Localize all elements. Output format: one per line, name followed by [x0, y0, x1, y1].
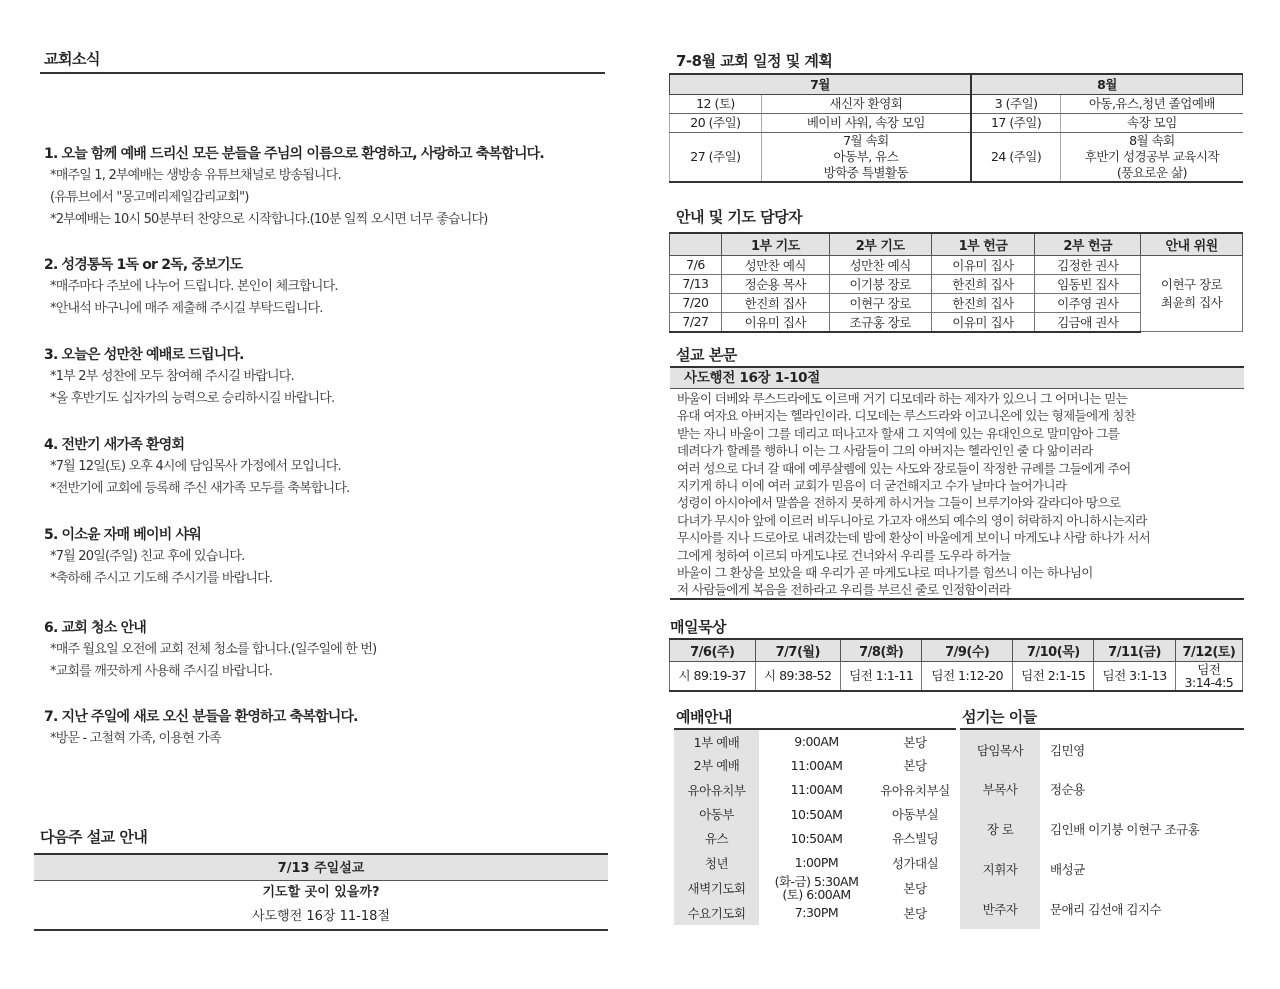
roster-row	[670, 255, 1243, 274]
roster-cell: 7/20	[670, 293, 722, 312]
sermon-line: 유대 여자요 아버지는 헬라인이라. 디모데는 루스드라와 이고니온에 있는 형제들에게 칭찬	[677, 408, 1136, 424]
servant-row	[960, 809, 1244, 849]
divider	[40, 72, 605, 74]
schedule-row	[670, 132, 1243, 182]
servant-cell: 반주자	[960, 889, 1040, 929]
roster-cell: 한진희 집사	[721, 293, 829, 312]
daily-title: 매일묵상	[670, 618, 726, 636]
schedule-july-date: 27 (주일)	[670, 132, 762, 182]
news-item-line: *7월 20일(주일) 친교 후에 있습니다.	[50, 549, 245, 564]
roster-cell: 김금애 권사	[1035, 312, 1141, 332]
roster-cell: 7/27	[670, 312, 722, 332]
news-item-title: 7. 지난 주일에 새로 오신 분들을 환영하고 축복합니다.	[44, 709, 358, 725]
schedule-aug-event: 아동,유스,청년 졸업예배	[1061, 94, 1243, 113]
servant-cell: 담임목사	[960, 729, 1040, 769]
schedule-aug-date: 24 (주일)	[971, 132, 1061, 182]
news-item-line: *1부 2부 성찬에 모두 참여해 주시길 바랍니다.	[50, 369, 294, 384]
church-news-title: 교회소식	[44, 50, 100, 68]
news-item-line: *방문 - 고철혁 가족, 이용현 가족	[50, 731, 221, 746]
roster-cell: 조규홍 장로	[829, 312, 931, 332]
roster-cell: 성만찬 예식	[829, 255, 931, 274]
sermon-line: 무시아를 지나 드로아로 내려갔는데 밤에 환상이 바울에게 보이니 마게도냐 사람 하나가 서서	[677, 530, 1151, 546]
worship-cell: 아동부실	[891, 807, 939, 823]
daily-reading: 시 89:19-37	[670, 661, 756, 691]
servant-cell: 장 로	[960, 809, 1040, 849]
worship-cell: 11:00AM	[790, 757, 843, 773]
next-sermon-passage: 사도행전 16장 11-18절	[252, 909, 390, 924]
news-item	[44, 524, 604, 590]
worship-cell: 7:30PM	[794, 905, 839, 921]
news-item-line: *매주일 1, 2부예배는 생방송 유튜브채널로 방송됩니다.	[50, 168, 341, 183]
sermon-text	[670, 389, 1244, 600]
news-item-line: *2부예배는 10시 50분부터 찬양으로 시작합니다.(10분 일찍 오시면 너무 좋습니다)	[50, 212, 488, 227]
news-item-title: 5. 이소윤 자매 베이비 샤워	[44, 527, 201, 543]
worship-cell: 유스빌딩	[891, 831, 939, 847]
worship-row	[674, 826, 956, 850]
news-item	[44, 617, 604, 683]
sermon-line: 저 사람들에게 복음을 전하라고 우리를 부르신 줄로 인정함이러라	[677, 582, 1011, 598]
roster-cell: 7/13	[670, 274, 722, 293]
servants-table	[960, 728, 1244, 929]
sermon-line: 바울이 그 환상을 보았을 때 우리가 곧 마게도냐로 떠나기를 힘쓰니 이는 하나님이	[677, 565, 1093, 581]
next-sermon-header: 7/13 주일설교	[34, 853, 608, 881]
daily-day: 7/10(목)	[1013, 639, 1094, 661]
news-item-title: 2. 성경통독 1독 or 2독, 중보기도	[44, 257, 243, 273]
news-item	[44, 434, 604, 500]
schedule-aug-event: 8월 속회 후반기 성경공부 교육시작 (풍요로운 삶)	[1061, 132, 1243, 182]
next-sermon-box	[34, 853, 608, 931]
daily-day: 7/11(금)	[1094, 639, 1175, 661]
roster-cell: 한진희 집사	[931, 293, 1035, 312]
roster-cell: 이유미 집사	[931, 255, 1035, 274]
daily-day: 7/9(수)	[922, 639, 1013, 661]
roster-cell: 이주영 권사	[1035, 293, 1141, 312]
worship-row	[674, 850, 956, 874]
servant-cell: 김민영	[1050, 742, 1085, 758]
servant-row	[960, 769, 1244, 809]
roster-header: 1부 헌금	[931, 233, 1035, 255]
schedule-july-date: 12 (토)	[670, 94, 762, 113]
schedule-july-event: 새신자 환영회	[761, 94, 971, 113]
sermon-line: 지키게 하니 이에 여러 교회가 믿음이 더 굳건해지고 수가 날마다 늘어가니라	[677, 478, 1067, 494]
news-item	[44, 344, 604, 410]
news-item-title: 3. 오늘은 성만찬 예배로 드립니다.	[44, 347, 244, 363]
daily-reading: 딤전 1:1-11	[841, 661, 922, 691]
worship-row	[674, 753, 956, 777]
worship-cell: 성가대실	[891, 855, 939, 871]
news-item-title: 4. 전반기 새가족 환영회	[44, 437, 185, 453]
worship-cell: 아동부	[674, 802, 759, 826]
news-item-line: *전반기에 교회에 등록해 주신 새가족 모두를 축복합니다.	[50, 481, 350, 496]
worship-row	[674, 802, 956, 826]
daily-day: 7/8(화)	[841, 639, 922, 661]
daily-day: 7/7(월)	[755, 639, 841, 661]
news-item-title: 6. 교회 청소 안내	[44, 620, 147, 636]
roster-ushers: 이현구 장로 최윤희 집사	[1141, 255, 1243, 332]
schedule-july-header: 7월	[670, 74, 971, 94]
worship-cell: 1:00PM	[794, 855, 839, 871]
servant-cell: 부목사	[960, 769, 1040, 809]
worship-cell: 수요기도회	[674, 901, 759, 925]
servant-cell: 김인배 이기붕 이현구 조규홍	[1050, 822, 1200, 837]
daily-table	[669, 638, 1243, 692]
news-item-line: *안내석 바구니에 매주 제출해 주시길 부탁드립니다.	[50, 301, 323, 316]
schedule-july-date: 20 (주일)	[670, 113, 762, 132]
roster-cell: 한진희 집사	[931, 274, 1035, 293]
servants-title: 섬기는 이들	[962, 708, 1037, 726]
news-item-line: (유튜브에서 "몽고메리제일감리교회")	[50, 190, 249, 205]
roster-cell: 7/6	[670, 255, 722, 274]
schedule-aug-event: 속장 모임	[1061, 113, 1243, 132]
schedule-aug-date: 3 (주일)	[971, 94, 1061, 113]
schedule-aug-date: 17 (주일)	[971, 113, 1061, 132]
worship-table	[674, 728, 956, 925]
news-item-line: *올 후반기도 십자가의 능력으로 승리하시길 바랍니다.	[50, 391, 335, 406]
worship-cell: 2부 예배	[674, 753, 759, 777]
worship-cell: 11:00AM	[790, 782, 843, 798]
next-sermon-name: 기도할 곳이 있을까?	[262, 885, 380, 900]
servant-cell: 배성균	[1050, 862, 1085, 877]
next-sermon-title: 다음주 설교 안내	[40, 828, 148, 846]
worship-row	[674, 901, 956, 925]
worship-row	[674, 729, 956, 753]
worship-row	[674, 875, 956, 901]
daily-reading: 시 89:38-52	[755, 661, 841, 691]
news-item	[44, 706, 604, 750]
roster-cell: 김정한 권사	[1035, 255, 1141, 274]
schedule-row	[670, 113, 1243, 132]
roster-table	[669, 232, 1243, 333]
servant-cell: 문애리 김선애 김지수	[1050, 902, 1162, 917]
schedule-row	[670, 94, 1243, 113]
schedule-table	[669, 73, 1243, 183]
worship-cell: 본당	[903, 758, 927, 774]
daily-day: 7/12(토)	[1175, 639, 1242, 661]
news-item-line: *7월 12일(토) 오후 4시에 담임목사 가정에서 모입니다.	[50, 459, 341, 474]
schedule-july-event: 베이비 샤워, 속장 모임	[761, 113, 971, 132]
sermon-line: 데려다가 할례를 행하니 이는 그 사람들이 그의 아버지는 헬라인인 줄 다 앎이러라	[677, 443, 1093, 459]
worship-cell: (화-금) 5:30AM (토) 6:00AM	[774, 873, 859, 902]
roster-cell: 이기붕 장로	[829, 274, 931, 293]
worship-cell: 새벽기도회	[674, 875, 759, 901]
news-item-title: 1. 오늘 함께 예배 드리신 모든 분들을 주님의 이름으로 환영하고, 사랑하고 축복합니다.	[44, 146, 544, 162]
roster-cell: 이유미 집사	[931, 312, 1035, 332]
worship-cell: 본당	[903, 905, 927, 921]
sermon-line: 다녀가 무시아 앞에 이르러 비두니아로 가고자 애쓰되 예수의 영이 허락하지 아니하시는지라	[677, 512, 1147, 528]
worship-cell: 본당	[903, 880, 927, 896]
daily-day: 7/6(주)	[670, 639, 756, 661]
daily-reading: 딤전 3:14-4:5	[1175, 661, 1242, 691]
schedule-aug-header: 8월	[971, 74, 1243, 94]
schedule-title: 7-8월 교회 일정 및 계획	[676, 52, 833, 70]
servant-row	[960, 849, 1244, 889]
news-item-line: *매주 월요일 오전에 교회 전체 청소를 합니다.(일주일에 한 번)	[50, 642, 377, 657]
servant-row	[960, 889, 1244, 929]
worship-cell: 1부 예배	[674, 729, 759, 753]
news-item	[44, 143, 604, 231]
worship-row	[674, 778, 956, 802]
daily-reading: 딤전 1:12-20	[922, 661, 1013, 691]
sermon-line: 성령이 아시아에서 말씀을 전하지 못하게 하시거늘 그들이 브루기아와 갈라디아 땅으로	[677, 495, 1121, 511]
sermon-passage: 사도행전 16장 1-10절	[670, 366, 1244, 389]
roster-title: 안내 및 기도 담당자	[676, 208, 803, 226]
worship-cell: 10:50AM	[790, 806, 843, 822]
servant-cell: 정순용	[1050, 782, 1085, 797]
worship-cell: 유아유치부	[674, 778, 759, 802]
roster-cell: 이유미 집사	[721, 312, 829, 332]
sermon-line: 바울이 더베와 루스드라에도 이르매 거기 디모데라 하는 제자가 있으니 그 어머니는 믿는	[677, 391, 1128, 406]
daily-reading: 딤전 3:1-13	[1094, 661, 1175, 691]
worship-cell: 유아유치부실	[880, 782, 950, 798]
roster-header	[670, 233, 722, 255]
roster-cell: 성만찬 예식	[721, 255, 829, 274]
sermon-line: 받는 자니 바울이 그를 데리고 떠나고자 할새 그 지역에 있는 유대인으로 말미암아 그를	[677, 425, 1120, 441]
worship-title: 예배안내	[676, 708, 732, 726]
news-item-line: *축하해 주시고 기도해 주시기를 바랍니다.	[50, 571, 273, 586]
roster-header: 2부 헌금	[1035, 233, 1141, 255]
roster-header: 안내 위원	[1141, 233, 1243, 255]
news-item	[44, 254, 604, 320]
daily-reading: 딤전 2:1-15	[1013, 661, 1094, 691]
roster-cell: 이현구 장로	[829, 293, 931, 312]
worship-cell: 청년	[674, 850, 759, 874]
sermon-line: 여러 성으로 다녀 갈 때에 예루살렘에 있는 사도와 장로들이 작정한 규례를 그들에게 주어	[677, 460, 1131, 476]
roster-header: 2부 기도	[829, 233, 931, 255]
worship-cell: 유스	[674, 826, 759, 850]
sermon-line: 그에게 청하여 이르되 마게도냐로 건너와서 우리를 도우라 하거늘	[677, 547, 1011, 563]
schedule-july-event: 7월 속회 아동부, 유스 방학중 특별활동	[761, 132, 971, 182]
servant-cell: 지휘자	[960, 849, 1040, 889]
news-item-line: *교회를 깨끗하게 사용해 주시길 바랍니다.	[50, 664, 273, 679]
worship-cell: 9:00AM	[794, 734, 839, 750]
roster-header: 1부 기도	[721, 233, 829, 255]
servant-row	[960, 729, 1244, 769]
worship-cell: 본당	[903, 734, 927, 750]
roster-cell: 정순용 목사	[721, 274, 829, 293]
worship-cell: 10:50AM	[790, 830, 843, 846]
news-item-line: *매주마다 주보에 나누어 드립니다. 본인이 체크합니다.	[50, 279, 338, 294]
sermon-title: 설교 본문	[676, 346, 737, 364]
roster-cell: 임동빈 집사	[1035, 274, 1141, 293]
